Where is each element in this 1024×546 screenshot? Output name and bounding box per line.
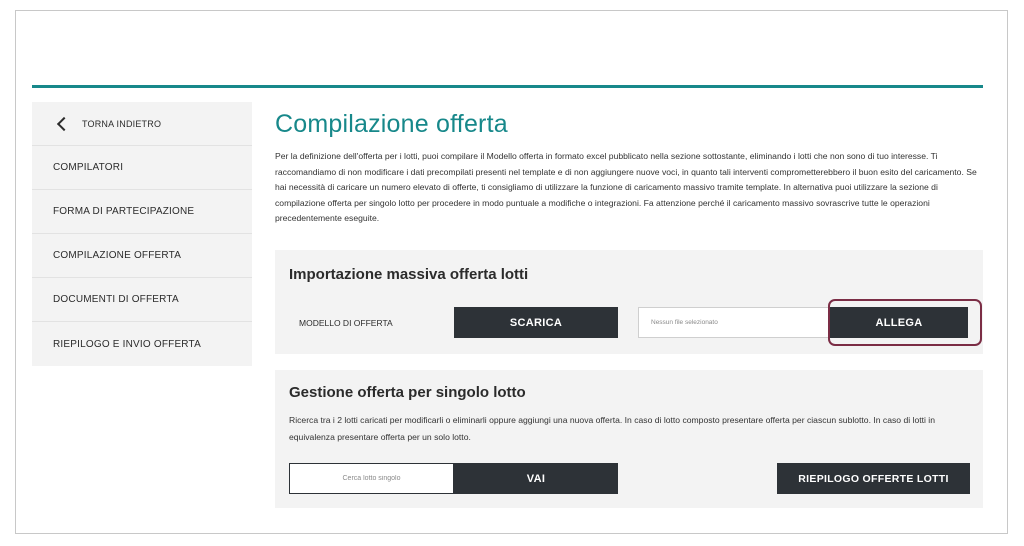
single-lot-description: Ricerca tra i 2 lotti caricati per modificarli o eliminarli oppure aggiungi una nuova offerta. In caso di lotto composto presentare offerta per ciascun sublotto. In caso di lotti in equivalenza presentare offerta per un solo lotto. [289,415,935,442]
search-lot-input[interactable] [289,463,454,494]
import-panel-title: Importazione massiva offerta lotti [289,266,529,283]
single-lot-panel [275,370,983,508]
file-input-placeholder: Nessun file selezionato [651,319,718,326]
back-link[interactable] [32,102,252,146]
sidebar-item-compilazione-offerta[interactable] [32,234,252,278]
modello-offerta-label: MODELLO DI OFFERTA [299,318,393,328]
attach-button[interactable]: ALLEGA [830,307,968,338]
intro-text: Per la definizione dell'offerta per i lotti, puoi compilare il Modello offerta in formato excel pubblicato nella sezione sottostante, eliminando i lotti che non sono di tuo interesse. Ti raccomandiamo di non modificare i dati precompilati presenti nel template e di non aggiungere nuove voci, in quanto tali interventi comprometterebbero il buon esito del caricamento. Se hai necessità di caricare un numero elevato di offerte, ti consigliamo di utilizzare la funzione di caricamento massivo tramite template. In alternativa puoi utilizzare la sezione di compilazione offerta per singolo lotto per procedere in modo puntuale a modifiche o integrazioni. Fa attenzione perché il caricamento massivo sovrascrive tutte le operazioni precedentemente eseguite. [275,151,977,224]
go-button[interactable]: VAI [454,463,618,494]
sidebar-item-compilatori[interactable] [32,146,252,190]
sidebar-item-label: DOCUMENTI DI OFFERTA [53,294,179,305]
sidebar-item-label: COMPILAZIONE OFFERTA [53,250,182,261]
main-content [275,102,983,227]
sidebar-item-forma-partecipazione[interactable] [32,190,252,234]
page-title: Compilazione offerta [275,110,508,138]
lot-offers-summary-button[interactable]: RIEPILOGO OFFERTE LOTTI [777,463,970,494]
sidebar-item-documenti-offerta[interactable] [32,278,252,322]
import-panel [275,250,983,354]
file-input[interactable] [638,307,831,338]
header-divider [32,85,983,88]
download-button[interactable]: SCARICA [454,307,618,338]
sidebar-item-riepilogo-invio[interactable] [32,322,252,366]
single-lot-panel-title: Gestione offerta per singolo lotto [289,384,526,401]
sidebar-item-label: FORMA DI PARTECIPAZIONE [53,206,195,217]
sidebar-item-label: COMPILATORI [53,162,124,173]
sidebar-item-label: RIEPILOGO E INVIO OFFERTA [53,338,201,350]
back-link-label: TORNA INDIETRO [82,118,162,129]
chevron-left-icon [54,116,70,132]
sidebar [32,102,252,366]
